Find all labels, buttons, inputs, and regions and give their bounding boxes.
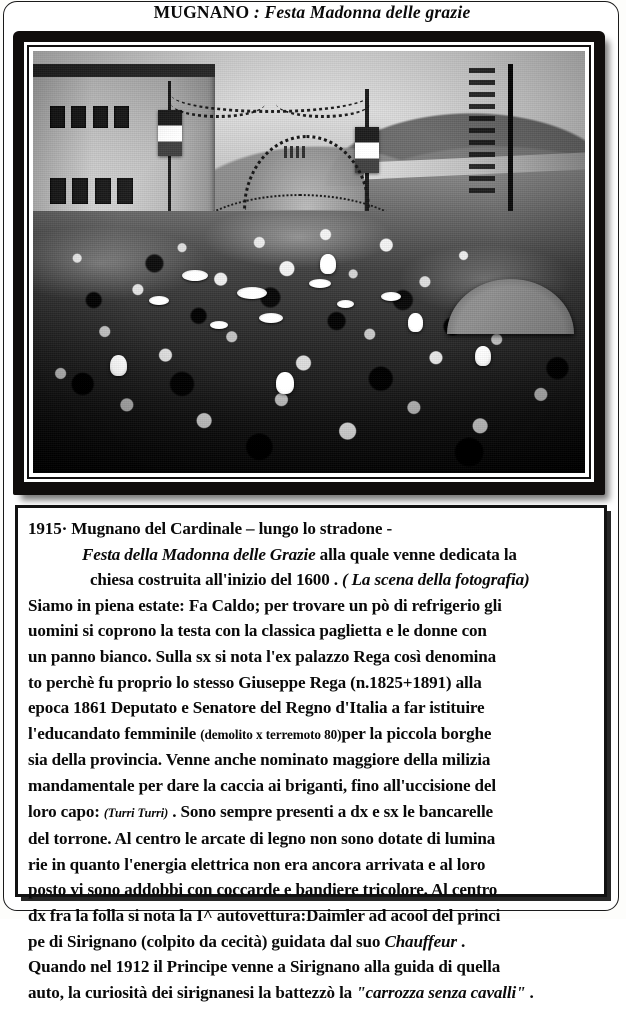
caption-run: alla quale venne dedicata la (315, 544, 517, 564)
caption-run: (demolito x terremoto 80) (200, 726, 342, 742)
title-event: Festa Madonna delle grazie (264, 2, 471, 22)
window (117, 178, 133, 204)
window (93, 106, 108, 128)
title-place: MUGNANO (153, 2, 250, 22)
straw-boater-hat (381, 292, 401, 301)
caption-line (28, 618, 594, 644)
caption-line (28, 799, 594, 827)
caption-line (28, 954, 594, 980)
photograph-mat (24, 42, 594, 482)
caption-run: · Mugnano del Cardinale – lungo lo stradone - (61, 519, 393, 538)
caption-line (28, 929, 594, 955)
caption-line (28, 542, 594, 568)
caption-line (28, 877, 594, 903)
straw-boater-hat (309, 279, 331, 288)
window (72, 178, 88, 204)
caption-line (28, 567, 594, 593)
window (71, 106, 86, 128)
historic-street-festival-photograph (33, 51, 585, 473)
caption-run: 1915 (28, 519, 62, 538)
white-headscarf (320, 254, 336, 274)
photograph-inner-border (27, 45, 591, 479)
caption-run: Chauffeur (384, 931, 457, 951)
caption-run: sia della provincia. Venne anche nominato maggiore della milizia (28, 750, 491, 770)
arch-centre-ornament (284, 146, 306, 158)
caption-line (28, 773, 594, 799)
caption-run: pe di Sirignano (colpito da cecità) guidata dal suo (28, 931, 385, 951)
caption-line (28, 695, 594, 721)
title-separator: : (249, 2, 265, 22)
caption-line (28, 852, 594, 878)
tricolour-banner-left (158, 110, 182, 156)
caption-line (28, 516, 594, 542)
caption-run: . (525, 982, 534, 1002)
caption-line (28, 903, 594, 929)
caption-run: auto, la curiosità dei sirignanesi la battezzò la (28, 982, 357, 1002)
page-title (4, 4, 620, 22)
caption-run: Quando nel 1912 il Principe venne a Sirignano alla guida di quella (28, 957, 501, 977)
window (114, 106, 129, 128)
caption-run: l'educandato femminile (28, 723, 201, 743)
caption-run: to perchè fu proprio lo stesso Giuseppe Rega (n.1825+1891) alla (28, 672, 482, 692)
caption-run: ( La scena della fotografia) (341, 570, 530, 590)
caption-text-frame (15, 505, 607, 1002)
caption-line (28, 721, 594, 748)
caption-run: epoca 1861 Deputato e Senatore del Regno d'Italia a far istituire (28, 698, 485, 718)
caption-run: del torrone. Al centro le arcate di legno non sono dotate di lumina (28, 829, 496, 849)
straw-boater-hat (210, 321, 228, 329)
caption-run: uomini si coprono la testa con la classica paglietta e le donne con (28, 621, 487, 641)
window (95, 178, 111, 204)
caption-run: mandamentale per dare la caccia ai briganti, fino all'uccisione del (28, 775, 496, 795)
white-headscarf (408, 313, 423, 332)
bunting-right (469, 68, 495, 195)
caption-line (28, 644, 594, 670)
caption-run: loro capo: (28, 801, 104, 821)
straw-boater-hat (259, 313, 283, 323)
white-headscarf (276, 372, 294, 394)
caption-text-body (18, 508, 604, 1009)
tricolour-banner-center (355, 127, 379, 173)
caption-run: dx fra la folla si nota la I^ autovettura:Daimler ad acool del princi (28, 905, 501, 925)
window-row-middle (50, 178, 205, 204)
caption-run: Siamo in piena estate: Fa Caldo; per trovare un pò di refrigerio gli (28, 595, 502, 615)
caption-run: "carrozza senza cavalli" (356, 982, 526, 1002)
caption-line (28, 826, 594, 852)
caption-run: . (456, 931, 466, 951)
caption-run: rie in quanto l'energia elettrica non era ancora arrivata e al loro (28, 854, 486, 874)
window (50, 106, 65, 128)
festoon-garland-left (171, 89, 265, 118)
festoon-garland-right (276, 89, 370, 118)
caption-line (28, 670, 594, 696)
caption-run: (Turri Turri) (103, 805, 169, 820)
document-page (3, 1, 619, 1002)
caption-run: chiesa costruita all'inizio del 1600 . (90, 570, 342, 590)
photograph-frame (13, 31, 605, 495)
caption-run: . Sono sempre presenti a dx e sx le bancarelle (168, 801, 493, 821)
caption-run: un panno bianco. Sulla sx si nota l'ex palazzo Rega così denomina (28, 646, 497, 666)
palazzo-rega-roofline (33, 64, 215, 78)
white-headscarf (110, 355, 127, 376)
caption-line (28, 980, 594, 1006)
window (50, 178, 66, 204)
straw-boater-hat (149, 296, 169, 305)
crowd-highlight-texture (33, 211, 585, 473)
caption-line (28, 747, 594, 773)
caption-run: posto vi sono addobbi con coccarde e bandiere tricolore. Al centro (28, 880, 498, 900)
straw-boater-hat (337, 300, 354, 308)
caption-line (28, 593, 594, 619)
caption-run: Festa della Madonna delle Grazie (82, 544, 316, 564)
caption-run: per la piccola borghe (341, 723, 492, 743)
white-headscarf (475, 346, 491, 366)
